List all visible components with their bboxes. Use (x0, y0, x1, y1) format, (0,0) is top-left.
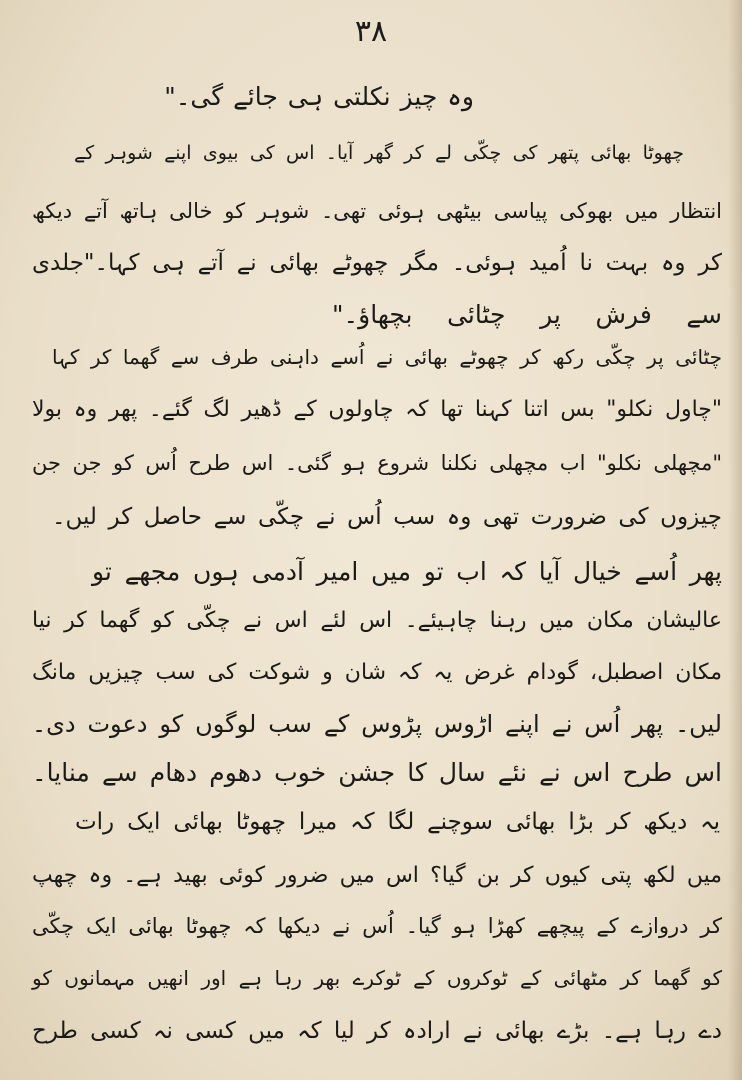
text-line: یہ دیکھ کر بڑا بھائی سوچنے لگا کہ میرا چھوٹا بھائی ایک رات (75, 809, 720, 835)
text-line: کو گھما کر مٹھائی کے ٹوکروں کے ٹوکرے بھر رہا ہے اور انھیں مہمانوں کو (32, 966, 722, 990)
text-line: اس طرح اس نے نئے سال کا جشن خوب دھوم دھام سے منایا۔ (32, 758, 722, 787)
text-line: چھوٹا بھائی پتھر کی چکّی لے کر گھر آیا۔ اس کی بیوی اپنے شوہر کے (74, 142, 684, 164)
text-line: میں لکھ پتی کیوں کر بن گیا؟ اس میں ضرور کوئی بھید ہے۔ وہ چھپ (32, 863, 722, 888)
text-line: چٹائی پر چکّی رکھ کر چھوٹے بھائی نے اُسے داہنی طرف سے گھما کر کہا (52, 345, 722, 369)
text-line: کر دروازے کے پیچھے کھڑا ہو گیا۔ اُس نے دیکھا کہ چھوٹا بھائی ایک چکّی (32, 914, 722, 938)
text-line: "مچھلی نکلو" اب مچھلی نکلنا شروع ہو گئی۔ اس طرح اُس کو جن جن (32, 451, 722, 475)
page-number: ۳۸ (354, 14, 388, 49)
text-line: چیزوں کی ضرورت تھی وہ سب اُس نے چکّی سے حاصل کر لیں۔ (52, 504, 722, 530)
page-edge-shadow (728, 0, 742, 1080)
text-line: کر وہ بہت نا اُمید ہوئی۔ مگر چھوٹے بھائی نے آتے ہی کہا۔"جلدی (32, 250, 722, 276)
text-line: لیں۔ پھر اُس نے اپنے اڑوس پڑوس کے سب لوگوں کو دعوت دی۔ (32, 710, 722, 738)
text-line: وہ چیز نکلتی ہی جائے گی۔" (164, 82, 474, 111)
text-line: عالیشان مکان میں رہنا چاہیئے۔ اس لئے اس نے چکّی کو گھما کر نیا (32, 608, 722, 633)
text-line: مکان اصطبل، گودام غرض یہ کہ شان و شوکت کی سب چیزیں مانگ (32, 660, 722, 685)
text-line: "چاول نکلو" بس اتنا کہنا تھا کہ چاولوں کے ڈھیر لگ گئے۔ پھر وہ بولا (32, 397, 722, 422)
text-line: انتظار میں بھوکی پیاسی بیٹھی ہوئی تھی۔ شوہر کو خالی ہاتھ آتے دیکھ (32, 199, 722, 223)
text-line: سے فرش پر چٹائی بچھاؤ۔" (332, 300, 722, 329)
text-line: پھر اُسے خیال آیا کہ اب تو میں امیر آدمی ہوں مجھے تو (92, 557, 722, 586)
text-line: دے رہا ہے۔ بڑے بھائی نے ارادہ کر لیا کہ میں کسی نہ کسی طرح (32, 1018, 722, 1044)
